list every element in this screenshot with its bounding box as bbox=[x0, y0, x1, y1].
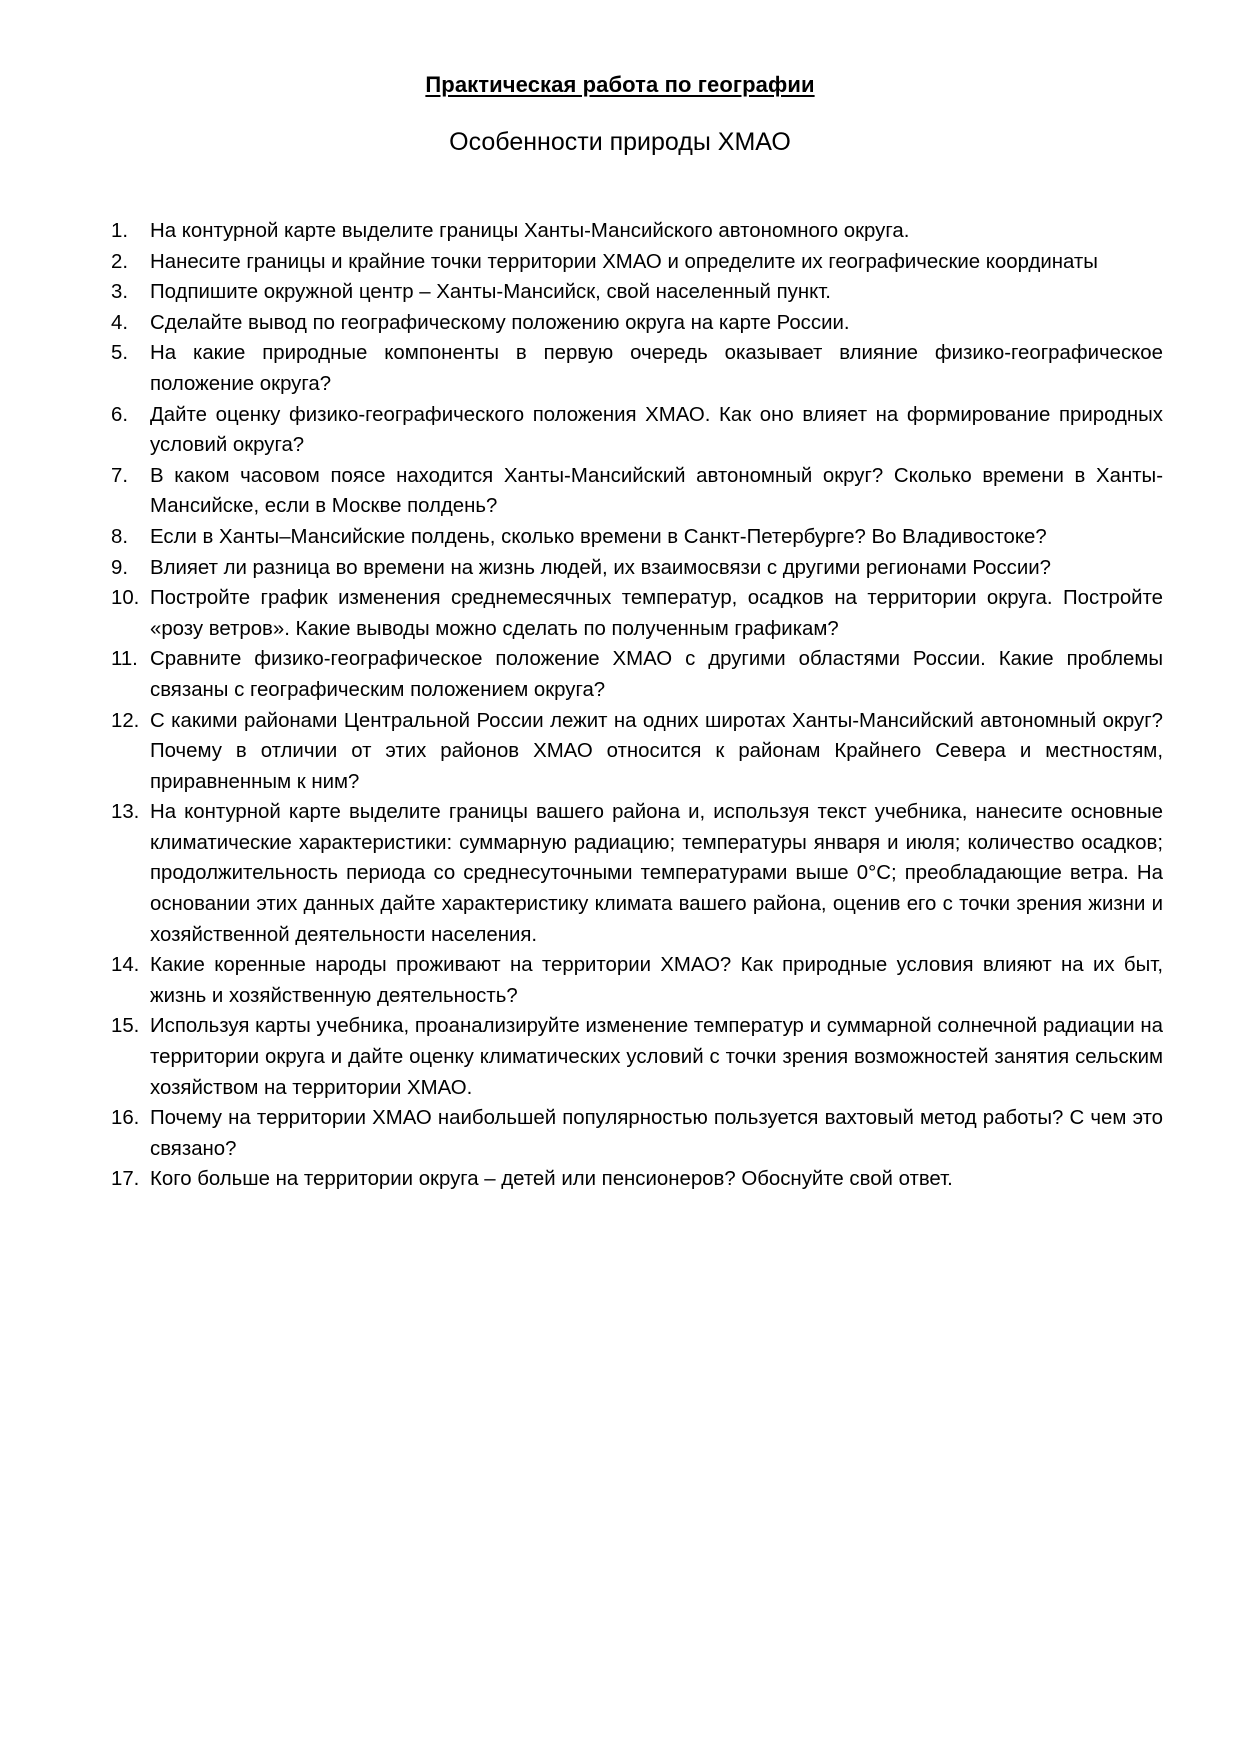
task-item bbox=[111, 247, 1163, 278]
task-text: На контурной карте выделите границы Ханты-Мансийского автономного округа. bbox=[150, 220, 910, 242]
task-number: 6. bbox=[111, 403, 129, 426]
task-number: 8. bbox=[111, 525, 129, 548]
task-text: В каком часовом поясе находится Ханты-Мансийский автономный округ? Сколько времени в Ханты-Мансийске, если в Москве полдень? bbox=[150, 464, 1163, 518]
document-subtitle: Особенности природы ХМАО bbox=[449, 128, 791, 156]
task-item bbox=[111, 216, 1163, 247]
task-item bbox=[111, 1164, 1163, 1195]
task-number: 9. bbox=[111, 556, 129, 579]
task-item bbox=[111, 553, 1163, 584]
task-item bbox=[111, 706, 1163, 798]
task-text: Постройте график изменения среднемесячных температур, осадков на территории округа. Постройте «розу ветров». Какие выводы можно сделать по полученным графикам? bbox=[150, 587, 1163, 640]
task-text: Сделайте вывод по географическому положению округа на карте России. bbox=[150, 311, 850, 334]
task-item bbox=[111, 308, 1163, 339]
task-item bbox=[111, 797, 1163, 950]
task-text: С какими районами Центральной России лежит на одних широтах Ханты-Мансийский автономный округ? Почему в отличии от этих районов ХМАО относится к районам Крайнего Севера и местностям, приравненным к ним? bbox=[150, 709, 1163, 793]
task-number: 17. bbox=[111, 1168, 140, 1191]
task-text: Влияет ли разница во времени на жизнь людей, их взаимосвязи с другими регионами России? bbox=[150, 556, 1051, 579]
document-title: Практическая работа по географии bbox=[425, 72, 815, 97]
task-number: 14. bbox=[111, 954, 140, 977]
task-item bbox=[111, 277, 1163, 308]
task-text: Сравните физико-географическое положение ХМАО с другими областями России. Какие проблемы связаны с географическим положением округа? bbox=[150, 648, 1163, 701]
task-item bbox=[111, 1103, 1163, 1164]
task-item bbox=[111, 583, 1163, 644]
task-text: Используя карты учебника, проанализируйте изменение температур и суммарной солнечной радиации на территории округа и дайте оценку климатических условий с точки зрения возможностей занятия сельским хозяйством на территории ХМАО. bbox=[150, 1015, 1163, 1099]
task-item bbox=[111, 644, 1163, 705]
task-number: 15. bbox=[111, 1015, 140, 1038]
task-number: 10. bbox=[111, 587, 140, 610]
task-number: 13. bbox=[111, 801, 140, 824]
task-number: 4. bbox=[111, 311, 129, 334]
task-text: На контурной карте выделите границы вашего района и, используя текст учебника, нанесите основные климатические характеристики: суммарную радиацию; температуры января и июля; количество осадков; продолжительность периода со среднесуточными температурами выше 0°С; преобладающие ветра. На основании этих данных дайте характеристику климата вашего района, оценив его с точки зрения жизни и хозяйственной деятельности населения. bbox=[150, 801, 1163, 946]
task-number: 11. bbox=[111, 648, 138, 671]
task-number: 7. bbox=[111, 464, 129, 487]
task-item bbox=[111, 950, 1163, 1011]
task-number: 16. bbox=[111, 1107, 140, 1130]
task-item bbox=[111, 461, 1163, 522]
task-text: Если в Ханты–Мансийские полдень, сколько времени в Санкт-Петербурге? Во Владивостоке? bbox=[150, 525, 1047, 548]
task-number: 5. bbox=[111, 342, 129, 365]
task-text: Кого больше на территории округа – детей или пенсионеров? Обоснуйте свой ответ. bbox=[150, 1168, 953, 1191]
task-text: На какие природные компоненты в первую очередь оказывает влияние физико-географическое положение округа? bbox=[150, 342, 1163, 395]
task-text: Подпишите окружной центр – Ханты-Мансийск, свой населенный пункт. bbox=[150, 281, 831, 304]
task-item bbox=[111, 1011, 1163, 1103]
task-text: Нанесите границы и крайние точки территории ХМАО и определите их географические координаты bbox=[150, 250, 1098, 273]
task-item bbox=[111, 400, 1163, 461]
task-item bbox=[111, 338, 1163, 399]
task-number: 2. bbox=[111, 250, 129, 273]
task-text: Почему на территории ХМАО наибольшей популярностью пользуется вахтовый метод работы? С чем это связано? bbox=[150, 1107, 1163, 1160]
task-list bbox=[111, 216, 1163, 1195]
task-number: 3. bbox=[111, 281, 129, 304]
task-text: Какие коренные народы проживают на территории ХМАО? Как природные условия влияют на их быт, жизнь и хозяйственную деятельность? bbox=[150, 954, 1163, 1007]
task-number: 12. bbox=[111, 709, 140, 732]
task-item bbox=[111, 522, 1163, 553]
task-number: 1. bbox=[111, 220, 129, 242]
task-text: Дайте оценку физико-географического положения ХМАО. Как оно влияет на формирование природных условий округа? bbox=[150, 403, 1163, 457]
